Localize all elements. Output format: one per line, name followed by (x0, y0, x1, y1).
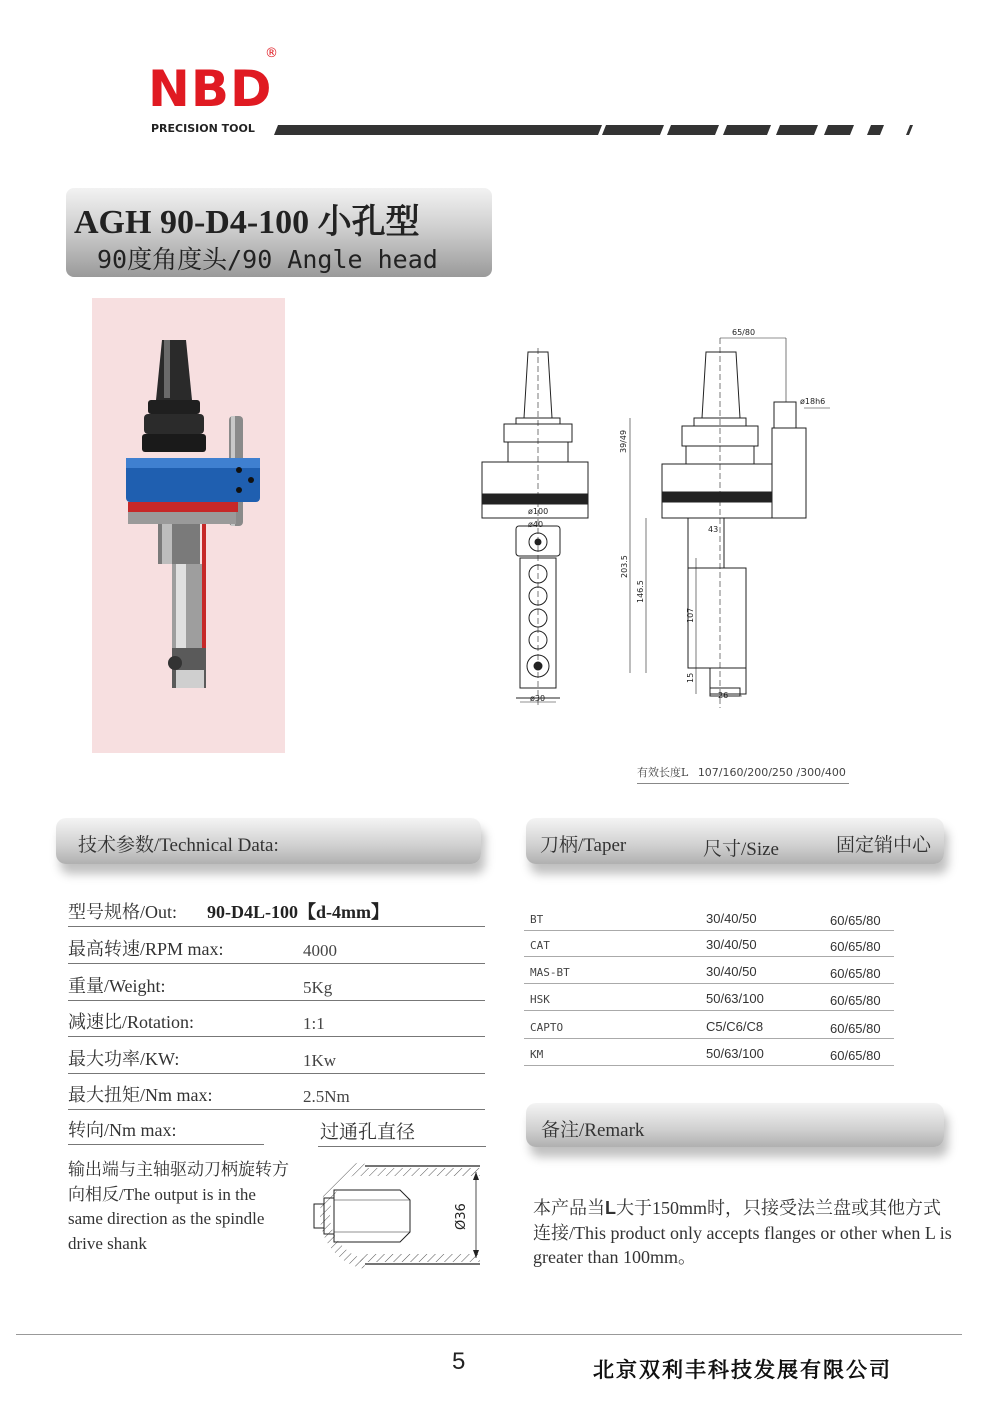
spec-value: 1:1 (303, 1014, 325, 1033)
company-logo (148, 46, 288, 138)
taper-cell: HSK (530, 993, 550, 1006)
remark-header: 备注/Remark (541, 1120, 645, 1141)
remark-text-part1: 本产品当 (533, 1198, 605, 1218)
effective-length-note (637, 764, 849, 784)
pin-center-column-header: 固定销中心 (836, 835, 932, 856)
size-cell: 30/40/50 (706, 911, 757, 926)
header-stripe-divider (270, 125, 920, 135)
svg-text:ø18h6: ø18h6 (800, 397, 826, 406)
taper-row-capto (524, 1012, 894, 1039)
taper-row-cat (524, 930, 894, 957)
taper-cell: KM (530, 1048, 544, 1061)
size-cell: C5/C6/C8 (706, 1019, 764, 1034)
pin-cell: 60/65/80 (830, 1021, 881, 1036)
spec-label: 减速比/Rotation: (68, 1012, 194, 1032)
logo-tagline: PRECISION TOOL (151, 122, 255, 135)
svg-text:ø40: ø40 (528, 520, 544, 529)
through-hole-dimension: Ø36 (454, 1203, 469, 1230)
taper-cell: CAT (530, 939, 550, 952)
spec-label: 最高转速/RPM max: (68, 939, 224, 959)
taper-row-hsk (524, 984, 894, 1011)
taper-cell: MAS-BT (530, 966, 570, 979)
spec-row-power (68, 1037, 485, 1074)
spec-value: 4000 (303, 941, 337, 960)
company-name: 北京双利丰科技发展有限公司 (593, 1358, 892, 1382)
through-hole-divider (318, 1146, 486, 1147)
technical-drawing (470, 318, 870, 718)
svg-text:146.5: 146.5 (636, 580, 645, 603)
spec-label: 转向/Nm max: (68, 1120, 177, 1140)
size-cell: 50/63/100 (706, 1046, 764, 1061)
technical-data-header: 技术参数/Technical Data: (78, 835, 279, 856)
spec-row-weight (68, 964, 485, 1001)
size-cell: 30/40/50 (706, 937, 757, 952)
spec-value: 1Kw (303, 1051, 337, 1070)
page-number: 5 (452, 1348, 466, 1375)
spec-row-model (68, 890, 485, 927)
svg-text:26: 26 (718, 691, 729, 700)
spec-label: 最大功率/KW: (68, 1049, 180, 1069)
svg-text:65/80: 65/80 (732, 328, 756, 337)
remark-text-emphasis: L (605, 1198, 616, 1218)
spec-label: 最大扭矩/Nm max: (68, 1085, 213, 1105)
spec-row-rotation (68, 1000, 485, 1037)
svg-text:15: 15 (686, 672, 695, 683)
direction-note: 输出端与主轴驱动刀柄旋转方向相反/The output is in the same direction as the spindle drive shank (68, 1160, 289, 1253)
svg-text:43: 43 (708, 525, 719, 534)
size-cell: 30/40/50 (706, 964, 757, 979)
taper-column-header: 刀柄/Taper (540, 835, 627, 856)
through-hole-title: 过通孔直径 (320, 1122, 416, 1143)
footer-divider (16, 1334, 962, 1335)
spec-row-rpm (68, 927, 485, 964)
registered-mark: ® (265, 46, 278, 61)
spec-label: 型号规格/Out: (68, 902, 178, 922)
spec-value: 2.5Nm (303, 1087, 350, 1106)
svg-text:107: 107 (686, 607, 695, 623)
pin-cell: 60/65/80 (830, 913, 881, 928)
size-column-header: 尺寸/Size (703, 839, 779, 860)
remark-text-part2: 大于150mm时，只接受法兰盘或其他方式连接/This product only accepts flanges or other when L is greater than 100mm。 (533, 1198, 952, 1267)
taper-cell: CAPTO (530, 1021, 564, 1034)
product-title: AGH 90-D4-100 小孔型 (74, 204, 420, 241)
taper-row-mas-bt (524, 957, 894, 984)
svg-text:ø100: ø100 (528, 507, 549, 516)
taper-cell: BT (530, 913, 544, 926)
effective-length-label: 有效长度L (637, 766, 689, 779)
through-hole-drawing (300, 1160, 485, 1270)
spec-row-torque (68, 1073, 485, 1110)
pin-cell: 60/65/80 (830, 966, 881, 981)
pin-cell: 60/65/80 (830, 1048, 881, 1063)
spec-value: 90-D4L-100【d-4mm】 (207, 902, 389, 922)
taper-row-km (524, 1039, 894, 1066)
svg-text:ø30: ø30 (530, 694, 546, 703)
taper-row-bt (524, 904, 894, 931)
spec-label: 重量/Weight: (68, 976, 166, 996)
direction-divider (68, 1144, 264, 1145)
product-photo (92, 298, 285, 753)
svg-text:203.5: 203.5 (620, 555, 629, 578)
product-subtitle: 90度角度头/90 Angle head (97, 245, 438, 274)
svg-text:39/49: 39/49 (619, 429, 628, 453)
remark-text (533, 1196, 953, 1270)
pin-cell: 60/65/80 (830, 993, 881, 1008)
effective-length-values: 107/160/200/250 /300/400 (697, 766, 846, 779)
size-cell: 50/63/100 (706, 991, 764, 1006)
spec-value: 5Kg (303, 978, 333, 997)
spec-row-direction (68, 1108, 264, 1144)
pin-cell: 60/65/80 (830, 939, 881, 954)
logo-wordmark: NBD (148, 60, 273, 118)
